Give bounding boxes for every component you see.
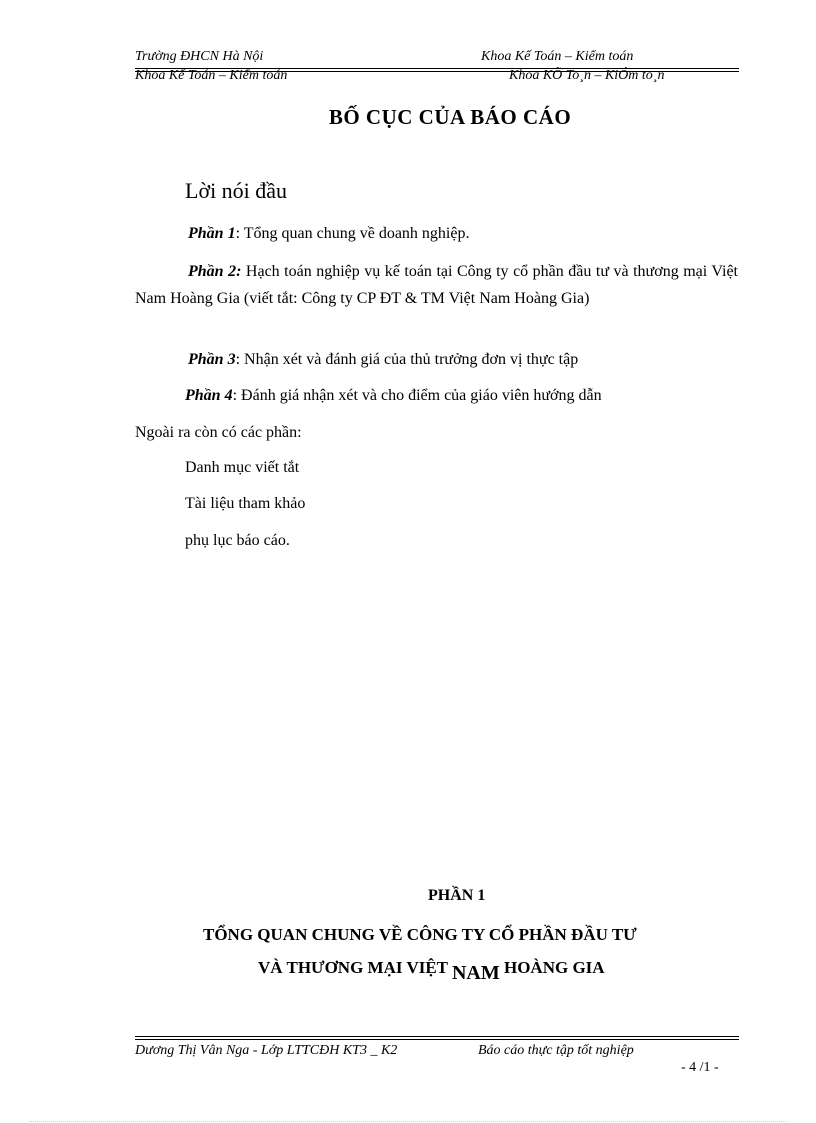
footer-doc-type: Báo cáo thực tập tốt nghiệp <box>478 1043 634 1058</box>
header-faculty-garbled: Khoa KÕ To¸n – KiÓm to¸n <box>509 68 665 83</box>
intro-heading: Lời nói đầu <box>185 178 288 203</box>
part-2-label: Phần 2: <box>188 263 242 280</box>
footer-rule-bottom <box>135 1039 739 1040</box>
page-number: - 4 /1 - <box>681 1060 719 1075</box>
part-3: Phần 3: Nhận xét và đánh giá của thủ trưởng đơn vị thực tập <box>188 351 579 368</box>
part-1-text: Tổng quan chung về doanh nghiệp. <box>240 225 470 242</box>
other-intro: Ngoài ra còn có các phần: <box>135 424 302 441</box>
section-title-line2: VÀ THƯƠNG MẠI VIỆT NAM HOÀNG GIA <box>258 958 605 984</box>
section-title-line1: TỔNG QUAN CHUNG VỀ CÔNG TY CỔ PHẦN ĐẦU TƯ <box>203 925 637 944</box>
part-2 <box>135 258 738 312</box>
part-1: Phần 1: Tổng quan chung về doanh nghiệp. <box>188 225 470 242</box>
header-faculty-left: Khoa Kế Toán – Kiểm toán <box>135 68 288 83</box>
footer-author: Dương Thị Vân Nga - Lớp LTTCĐH KT3 _ K2 <box>135 1043 398 1058</box>
part-2-text: Hạch toán nghiệp vụ kế toán tại Công ty cổ phần đầu tư và thương mại Việt Nam Hoàng Gia (viết tắt: Công ty CP ĐT & TM Việt Nam Hoàng Gia) <box>135 263 738 307</box>
part-4: Phần 4: Đánh giá nhận xét và cho điểm của giáo viên hướng dẫn <box>185 387 602 404</box>
other-item-appendix: phụ lục báo cáo. <box>185 532 290 549</box>
part-3-label: Phần 3 <box>188 351 236 368</box>
page-bottom-dotted-rule <box>30 1121 786 1122</box>
section-title-nam: NAM <box>451 962 500 984</box>
page-title: BỐ CỤC CỦA BÁO CÁO <box>328 105 572 129</box>
header-faculty: Khoa Kế Toán – Kiểm toán <box>481 49 634 64</box>
header-school: Trường ĐHCN Hà Nội <box>135 49 264 64</box>
part-3-text: Nhận xét và đánh giá của thủ trưởng đơn vị thực tập <box>240 351 579 368</box>
part-1-label: Phần 1 <box>188 225 236 242</box>
other-item-references: Tài liệu tham khảo <box>185 495 306 512</box>
part-4-text: Đánh giá nhận xét và cho điểm của giáo viên hướng dẫn <box>237 387 602 404</box>
other-item-abbreviations: Danh mục viết tắt <box>185 459 300 476</box>
part-4-label: Phần 4 <box>185 387 233 404</box>
footer-rule-top <box>135 1036 739 1037</box>
section-number: PHẦN 1 <box>428 887 486 904</box>
